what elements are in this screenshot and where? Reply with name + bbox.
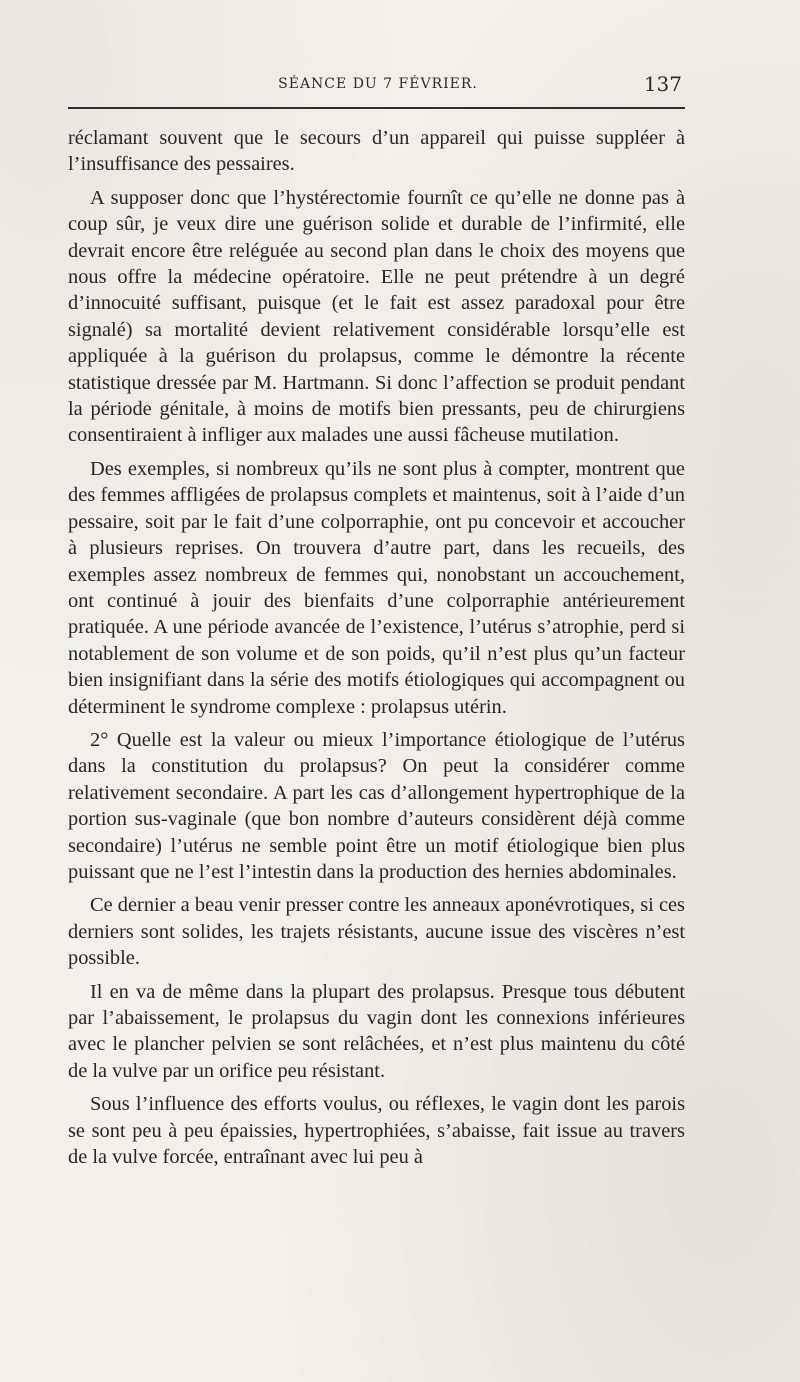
paragraph-examples: Des exemples, si nombreux qu’ils ne sont plus à compter, montrent que des femmes affligées de prolapsus complets et maintenus, soit à l’aide d’un pessaire, soit par le fait d’une colporraphie, ont pu concevoir et accoucher à plusieurs reprises. On trouvera d’autre part, dans les recueils, des exemples assez nombreux de femmes qui, nonobstant un accouchement, ont continué à jouir des bienfaits d’une colporraphie antérieurement pratiquée. A une période avancée de l’existence, l’utérus s’atrophie, perd si notablement de son volume et de son poids, qu’il n’est plus qu’un facteur bien insignifiant dans la série des motifs étiologiques qui accompagnent ou déterminent le syndrome complexe : prolapsus utérin. [68,457,685,718]
header-rule [68,107,685,109]
running-head [68,72,688,102]
paragraph-hysterectomy: A supposer donc que l’hystérectomie fournît ce qu’elle ne donne pas à coup sûr, je veux dire une guérison solide et durable de l’infirmité, elle devrait encore être reléguée au second plan dans le choix des moyens que nous offre la médecine opératoire. Elle ne peut prétendre à un degré d’innocuité suffisant, puisque (et le fait est assez paradoxal pour être signalé) sa mortalité devient relativement considérable lorsqu’elle est appliquée à la guérison du prolapsus, comme le démontre la récente statistique dressée par M. Hartmann. Si donc l’affection se produit pendant la période génitale, à moins de motifs bien pressants, peu de chirurgiens consentiraient à infliger aux malades une aussi fâcheuse mutilation. [68,186,685,447]
paragraph-uterus-role: 2° Quelle est la valeur ou mieux l’importance étiologique de l’utérus dans la constitution du prolapsus? On peut la considérer comme relativement secondaire. A part les cas d’allongement hypertrophique de la portion sus-vaginale (que bon nombre d’auteurs considèrent déjà comme secondaire) l’utérus ne semble point être un motif étiologique bien plus puissant que ne l’est l’intestin dans la production des hernies abdominales. [68,728,685,883]
paragraph-efforts: Sous l’influence des efforts voulus, ou réflexes, le vagin dont les parois se sont peu à peu épaissies, hypertrophiées, s’abaisse, fait issue au travers de la vulve forcée, entraînant avec lui peu à [68,1093,685,1169]
page-number: 137 [643,72,682,96]
paragraph-intestine: Ce dernier a beau venir presser contre les anneaux aponévrotiques, si ces derniers sont solides, les trajets résistants, aucune issue des viscères n’est possible. [68,894,685,970]
running-title: SÉANCE DU 7 FÉVRIER. [278,76,478,92]
body-text [68,125,685,1177]
paragraph-continuation: réclamant souvent que le secours d’un appareil qui puisse suppléer à l’insuffisance des pessaires. [68,127,685,176]
paragraph-prolapsus: Il en va de même dans la plupart des prolapsus. Presque tous débutent par l’abaissement, le prolapsus du vagin dont les connexions inférieures avec le plancher pelvien se sont relâchées, et n’est plus maintenu du côté de la vulve par un orifice peu résistant. [68,980,685,1082]
